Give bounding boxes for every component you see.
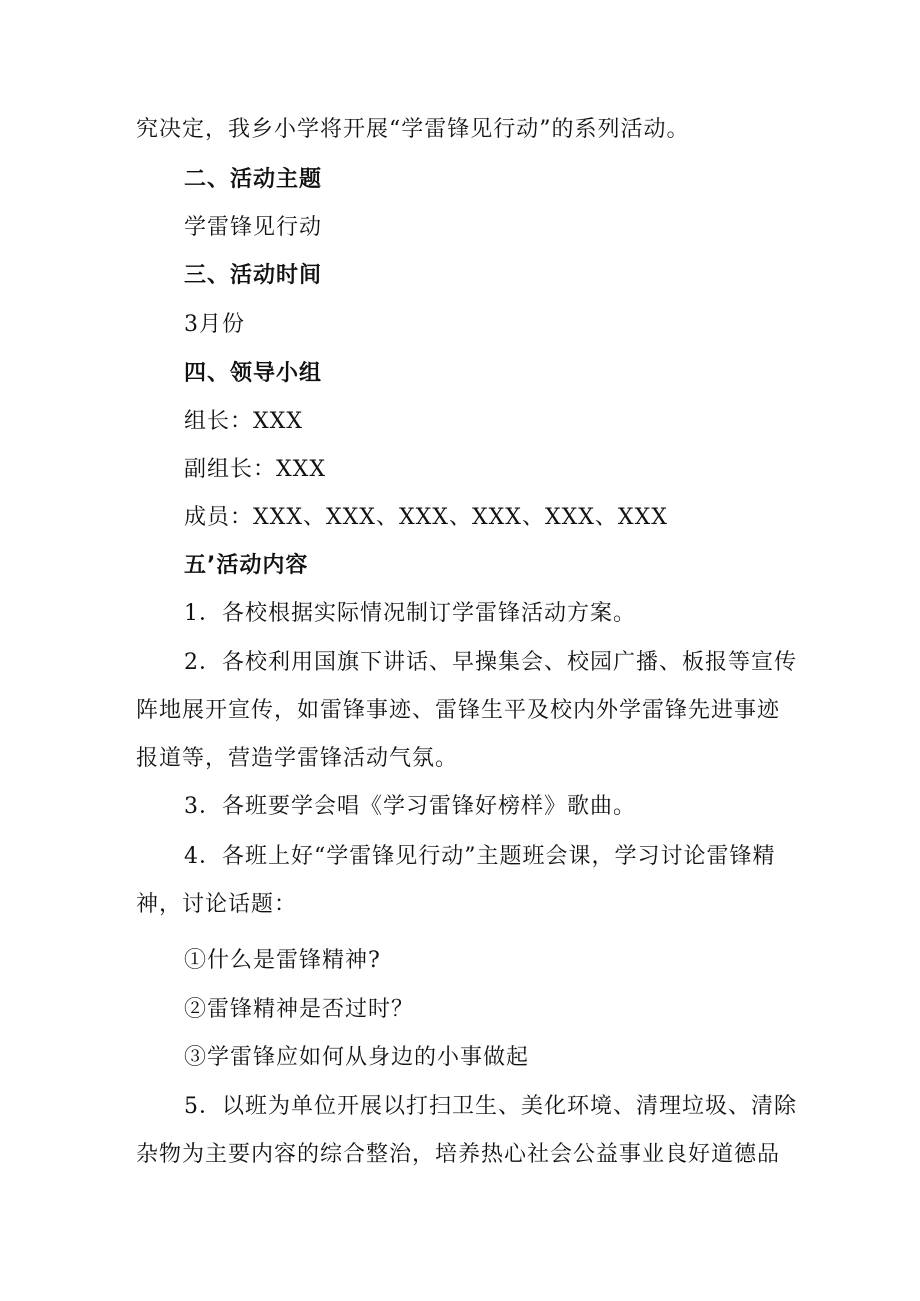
members-line: 成员：XXX、XXX、XXX、XXX、XXX、XXX [184,505,668,530]
deputy-leader-line: 副组长：XXX [184,457,326,482]
content-item-4-line-1: 4．各班上好“学雷锋见行动”主题班会课，学习讨论雷锋精 [184,844,776,869]
discussion-topic-1: ①什么是雷锋精神? [184,948,381,973]
section-heading-leadership: 四、领导小组 [184,361,323,386]
content-item-5-line-1: 5．以班为单位开展以打扫卫生、美化环境、清理垃圾、清除 [184,1094,797,1119]
paragraph-continuation: 究决定，我乡小学将开展“学雷锋见行动”的系列活动。 [136,117,690,142]
content-item-2-line-2: 阵地展开宣传，如雷锋事迹、雷锋生平及校内外学雷锋先进事迹 [136,698,781,723]
content-item-5-line-2: 杂物为主要内容的综合整治，培养热心社会公益事业良好道德品 [136,1142,781,1167]
discussion-topic-2: ②雷锋精神是否过时？ [184,997,415,1022]
content-item-3: 3．各班要学会唱《学习雷锋好榜样》歌曲。 [184,794,636,819]
content-item-4-line-2: 神，讨论话题： [136,892,298,917]
section-heading-time: 三、活动时间 [184,263,323,288]
discussion-topic-3: ③学雷锋应如何从身边的小事做起 [184,1045,530,1070]
section-heading-theme: 二、活动主题 [184,167,323,192]
theme-text: 学雷锋见行动 [184,215,323,240]
content-item-1: 1．各校根据实际情况制订学雷锋活动方案。 [184,601,636,626]
content-item-2-line-1: 2．各校利用国旗下讲话、早操集会、校园广播、板报等宣传 [184,650,797,675]
content-item-2-line-3: 报道等，营造学雷锋活动气氛。 [136,746,459,771]
leader-line: 组长：XXX [184,409,303,434]
section-heading-content: 五’活动内容 [184,553,309,578]
time-text: 3月份 [184,312,245,337]
